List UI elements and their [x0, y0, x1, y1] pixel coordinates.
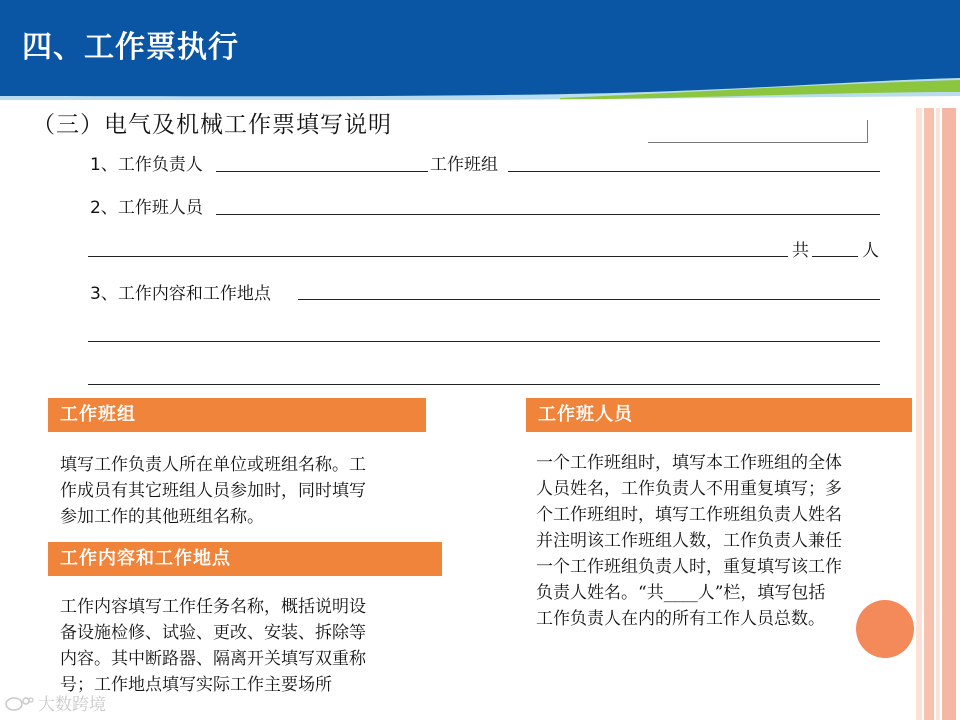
text-line: 工作内容填写工作任务名称，概括说明设	[60, 597, 366, 617]
form-label-persons: 人	[862, 241, 879, 261]
form-label-total: 共	[792, 241, 809, 261]
watermark	[4, 690, 106, 715]
team-box-text	[60, 452, 440, 530]
form-underline	[216, 171, 428, 172]
text-line: 并注明该工作班组人数，工作负责人兼任	[536, 531, 842, 551]
text-line: 一个工作班组负责人时，重复填写该工作	[536, 557, 842, 577]
text-line: 负责人姓名。“共____人”栏，填写包括	[536, 583, 826, 603]
corner-bracket-line	[648, 142, 868, 143]
text-line: 人员姓名，工作负责人不用重复填写；多	[536, 479, 842, 499]
text-line: 一个工作班组时，填写本工作班组的全体	[536, 453, 842, 473]
weibo-like-logo-icon	[4, 695, 34, 711]
section-subtitle: （三）电气及机械工作票填写说明	[32, 112, 392, 138]
content-box-text	[60, 594, 450, 698]
content-box-header: 工作内容和工作地点	[48, 542, 442, 576]
form-label-team: 工作班组	[430, 155, 498, 175]
form-underline	[88, 341, 880, 342]
text-line: 备设施检修、试验、更改、安装、拆除等	[60, 623, 366, 643]
team-box-header: 工作班组	[48, 398, 426, 432]
form-label-members: 2、工作班人员	[90, 198, 203, 218]
text-line: 作成员有其它班组人员参加时，同时填写	[60, 481, 366, 501]
corner-bracket-line	[867, 120, 868, 143]
form-label-content: 3、工作内容和工作地点	[90, 284, 271, 304]
text-line: 号；工作地点填写实际工作主要场所	[60, 675, 332, 695]
text-line: 内容。其中断路器、隔离开关填写双重称	[60, 649, 366, 669]
form-underline	[298, 299, 880, 300]
form-underline	[88, 384, 880, 385]
watermark-text: 大数跨境	[38, 695, 106, 715]
text-line: 参加工作的其他班组名称。	[60, 507, 264, 527]
right-stripe-decoration	[916, 108, 960, 720]
form-label-leader: 1、工作负责人	[90, 155, 203, 175]
text-line: 个工作班组时，填写工作班组负责人姓名	[536, 505, 842, 525]
form-underline	[508, 171, 880, 172]
form-underline	[88, 256, 788, 257]
members-box-header: 工作班人员	[526, 398, 912, 432]
form-underline	[216, 214, 880, 215]
page-title: 四、工作票执行	[22, 30, 239, 65]
members-box-text	[536, 450, 916, 632]
text-line: 工作负责人在内的所有工作人员总数。	[536, 609, 825, 629]
form-underline	[812, 256, 858, 257]
header-band	[0, 0, 960, 100]
text-line: 填写工作负责人所在单位或班组名称。工	[60, 455, 366, 475]
